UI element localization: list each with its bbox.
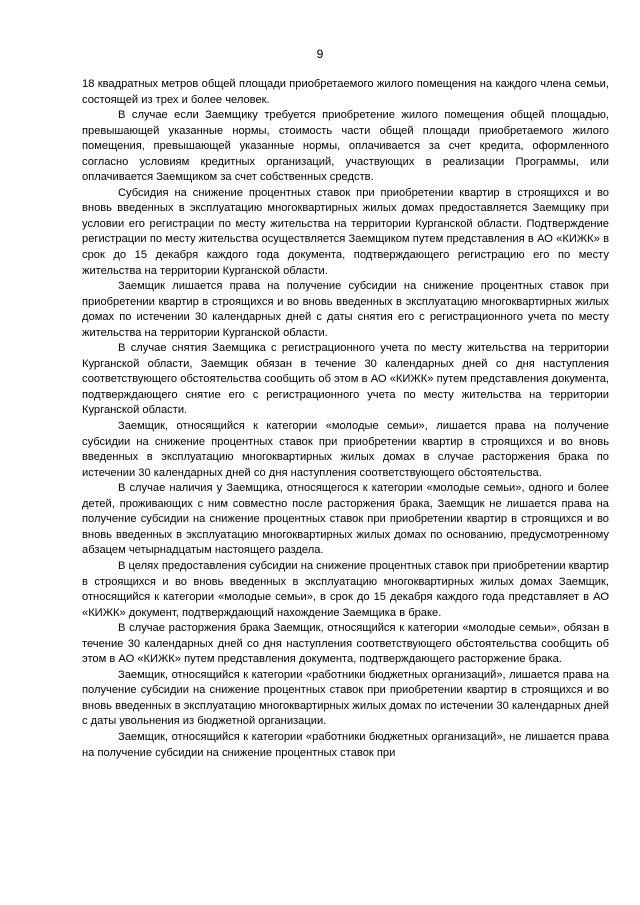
- document-body: [82, 77, 609, 761]
- paragraph: Заемщик, относящийся к категории «работники бюджетных организаций», лишается права на получение субсидии на снижение процентных ставок при приобретении квартир в строящихся и во вновь введенных в эксплуатацию многоквартирных жилых домах по истечении 30 календарных дней с даты увольнения из бюджетной организации.: [82, 668, 609, 728]
- paragraph: Заемщик, относящийся к категории «молодые семьи», лишается права на получение субсидии на снижение процентных ставок при приобретении квартир в строящихся и во вновь введенных в эксплуатацию многоквартирных жилых домах в случае расторжения брака по истечении 30 календарных дней со дня наступления соответствующего обстоятельства.: [82, 420, 609, 479]
- paragraph: 18 квадратных метров общей площади приобретаемого жилого помещения на каждого члена семьи, состоящей из трех и более человек.: [82, 78, 609, 106]
- paragraph: В случае если Заемщику требуется приобретение жилого помещения общей площадью, превышающей указанные нормы, стоимость части общей площади приобретаемого жилого помещения, превышающей указанные нормы, оплачивается за счет кредита, оформленного согласно условиям кредитных организаций, участвующих в реализации Программы, или оплачивается Заемщиком за счет собственных средств.: [82, 109, 609, 184]
- paragraph: В целях предоставления субсидии на снижение процентных ставок при приобретении квартир в строящихся и во вновь введенных в эксплуатацию многоквартирных жилых домах Заемщик, относящийся к категории «молодые семьи», в срок до 15 декабря каждого года представляет в АО «КИЖК» документ, подтверждающий нахождение Заемщика в браке.: [82, 559, 609, 619]
- paragraph: В случае снятия Заемщика с регистрационного учета по месту жительства на территории Курганской области, Заемщик обязан в течение 30 календарных дней со дня наступления соответствующего обстоятельства сообщить об этом в АО «КИЖК» путем представления документа, подтверждающего снятие его с регистрационного учета по месту жительства на территории Курганской области.: [82, 342, 609, 417]
- paragraph: Заемщик лишается права на получение субсидии на снижение процентных ставок при приобретении квартир в строящихся и во вновь введенных в эксплуатацию многоквартирных жилых домах по истечении 30 календарных дней с даты снятия его с регистрационного учета по месту жительства на территории Курганской области.: [82, 280, 609, 339]
- paragraph: В случае расторжения брака Заемщик, относящийся к категории «молодые семьи», обязан в течение 30 календарных дней со дня наступления соответствующего обстоятельства сообщить об этом в АО «КИЖК» путем представления документа, подтверждающего расторжение брака.: [82, 622, 609, 666]
- page-number: 9: [316, 47, 324, 61]
- paragraph: Заемщик, относящийся к категории «работники бюджетных организаций», не лишается права на получение субсидии на снижение процентных ставок при: [82, 730, 609, 759]
- paragraph: В случае наличия у Заемщика, относящегося к категории «молодые семьи», одного и более детей, проживающих с ним совместно после расторжения брака, Заемщик не лишается права на получение субсидии на снижение процентных ставок при приобретении квартир в строящихся и во вновь введенных в эксплуатацию многоквартирных жилых домах по основанию, предусмотренному абзацем четырнадцатым настоящего раздела.: [82, 482, 609, 557]
- paragraph: Субсидия на снижение процентных ставок при приобретении квартир в строящихся и во вновь введенных в эксплуатацию многоквартирных жилых домах предоставляется Заемщику при условии его регистрации по месту жительства на территории Курганской области. Подтверждение регистрации по месту жительства осуществляется Заемщиком путем представления в АО «КИЖК» в срок до 15 декабря каждого года документа, подтверждающего регистрацию его по месту жительства на территории Курганской области.: [82, 186, 609, 277]
